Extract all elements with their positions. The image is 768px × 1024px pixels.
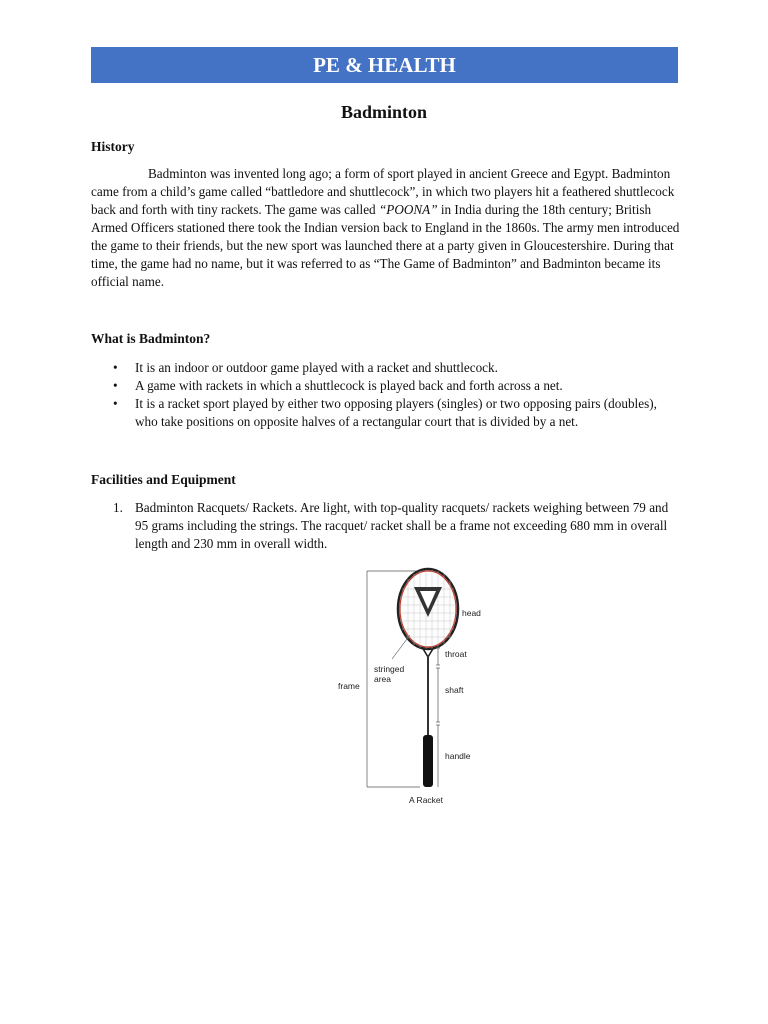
banner-label: PE & HEALTH: [313, 53, 456, 77]
history-heading: History: [91, 139, 135, 154]
list-item-text: Badminton Racquets/ Rackets. Are light, with top-quality racquets/ rackets weighing between 79 and 95 grams including the strings. The racquet/ racket shall be a frame not exceeding 680 mm in overall length and 230 mm in overall width.: [135, 500, 669, 551]
list-item: [91, 499, 681, 553]
handle-label: handle: [445, 751, 471, 761]
list-item: [91, 377, 681, 395]
what-is-heading: What is Badminton?: [91, 331, 211, 346]
stringed-area-label-line1: stringed: [374, 664, 405, 674]
shaft-label: shaft: [445, 685, 464, 695]
bullet-marker: •: [113, 378, 118, 393]
section-banner: [91, 47, 678, 83]
what-is-list: [91, 359, 681, 431]
history-text-part2: in India during the 18th century; British Armed Officers stationed there took the Indian version back to England in the 1860s. The army men introduced the game to their friends, but the new sport was launched there at a party given in Gloucestershire. During that time, the game had no name, but it was referred to as “The Game of Badminton” and Badminton became its official name.: [91, 202, 680, 289]
list-item-text: A game with rackets in which a shuttlecock is played back and forth across a net.: [135, 378, 563, 393]
facilities-list: [91, 499, 681, 553]
poona-emphasis: “POONA”: [378, 202, 438, 217]
page-title: Badminton: [340, 102, 428, 122]
list-item-text: It is an indoor or outdoor game played with a racket and shuttlecock.: [135, 360, 498, 375]
frame-label: frame: [338, 681, 360, 691]
racket-diagram: [330, 565, 490, 810]
history-paragraph: [91, 165, 681, 291]
head-label: head: [462, 608, 481, 618]
throat-label: throat: [445, 649, 467, 659]
list-number: 1.: [113, 500, 123, 515]
list-item: [91, 395, 681, 431]
facilities-heading: Facilities and Equipment: [91, 472, 236, 487]
list-item-text: It is a racket sport played by either two opposing players (singles) or two opposing pairs (doubles), who take positions on opposite halves of a rectangular court that is divided by a net.: [135, 396, 657, 429]
figure-caption: A Racket: [409, 795, 444, 805]
bullet-marker: •: [113, 360, 118, 375]
racket-illustration: [330, 565, 490, 810]
racket-handle: [423, 735, 433, 787]
bullet-marker: •: [113, 396, 118, 411]
list-item: [91, 359, 681, 377]
history-text-part1: Badminton was invented long ago; a form of sport played in ancient Greece and Egypt. Badminton came from a child’s game called “battledore and shuttlecock”, in which two players hit a feathered shuttlecock back and forth with tiny rackets. The game was called: [91, 166, 675, 217]
stringed-area-label-line2: area: [374, 674, 392, 684]
stringed-area-pointer: [392, 635, 410, 659]
